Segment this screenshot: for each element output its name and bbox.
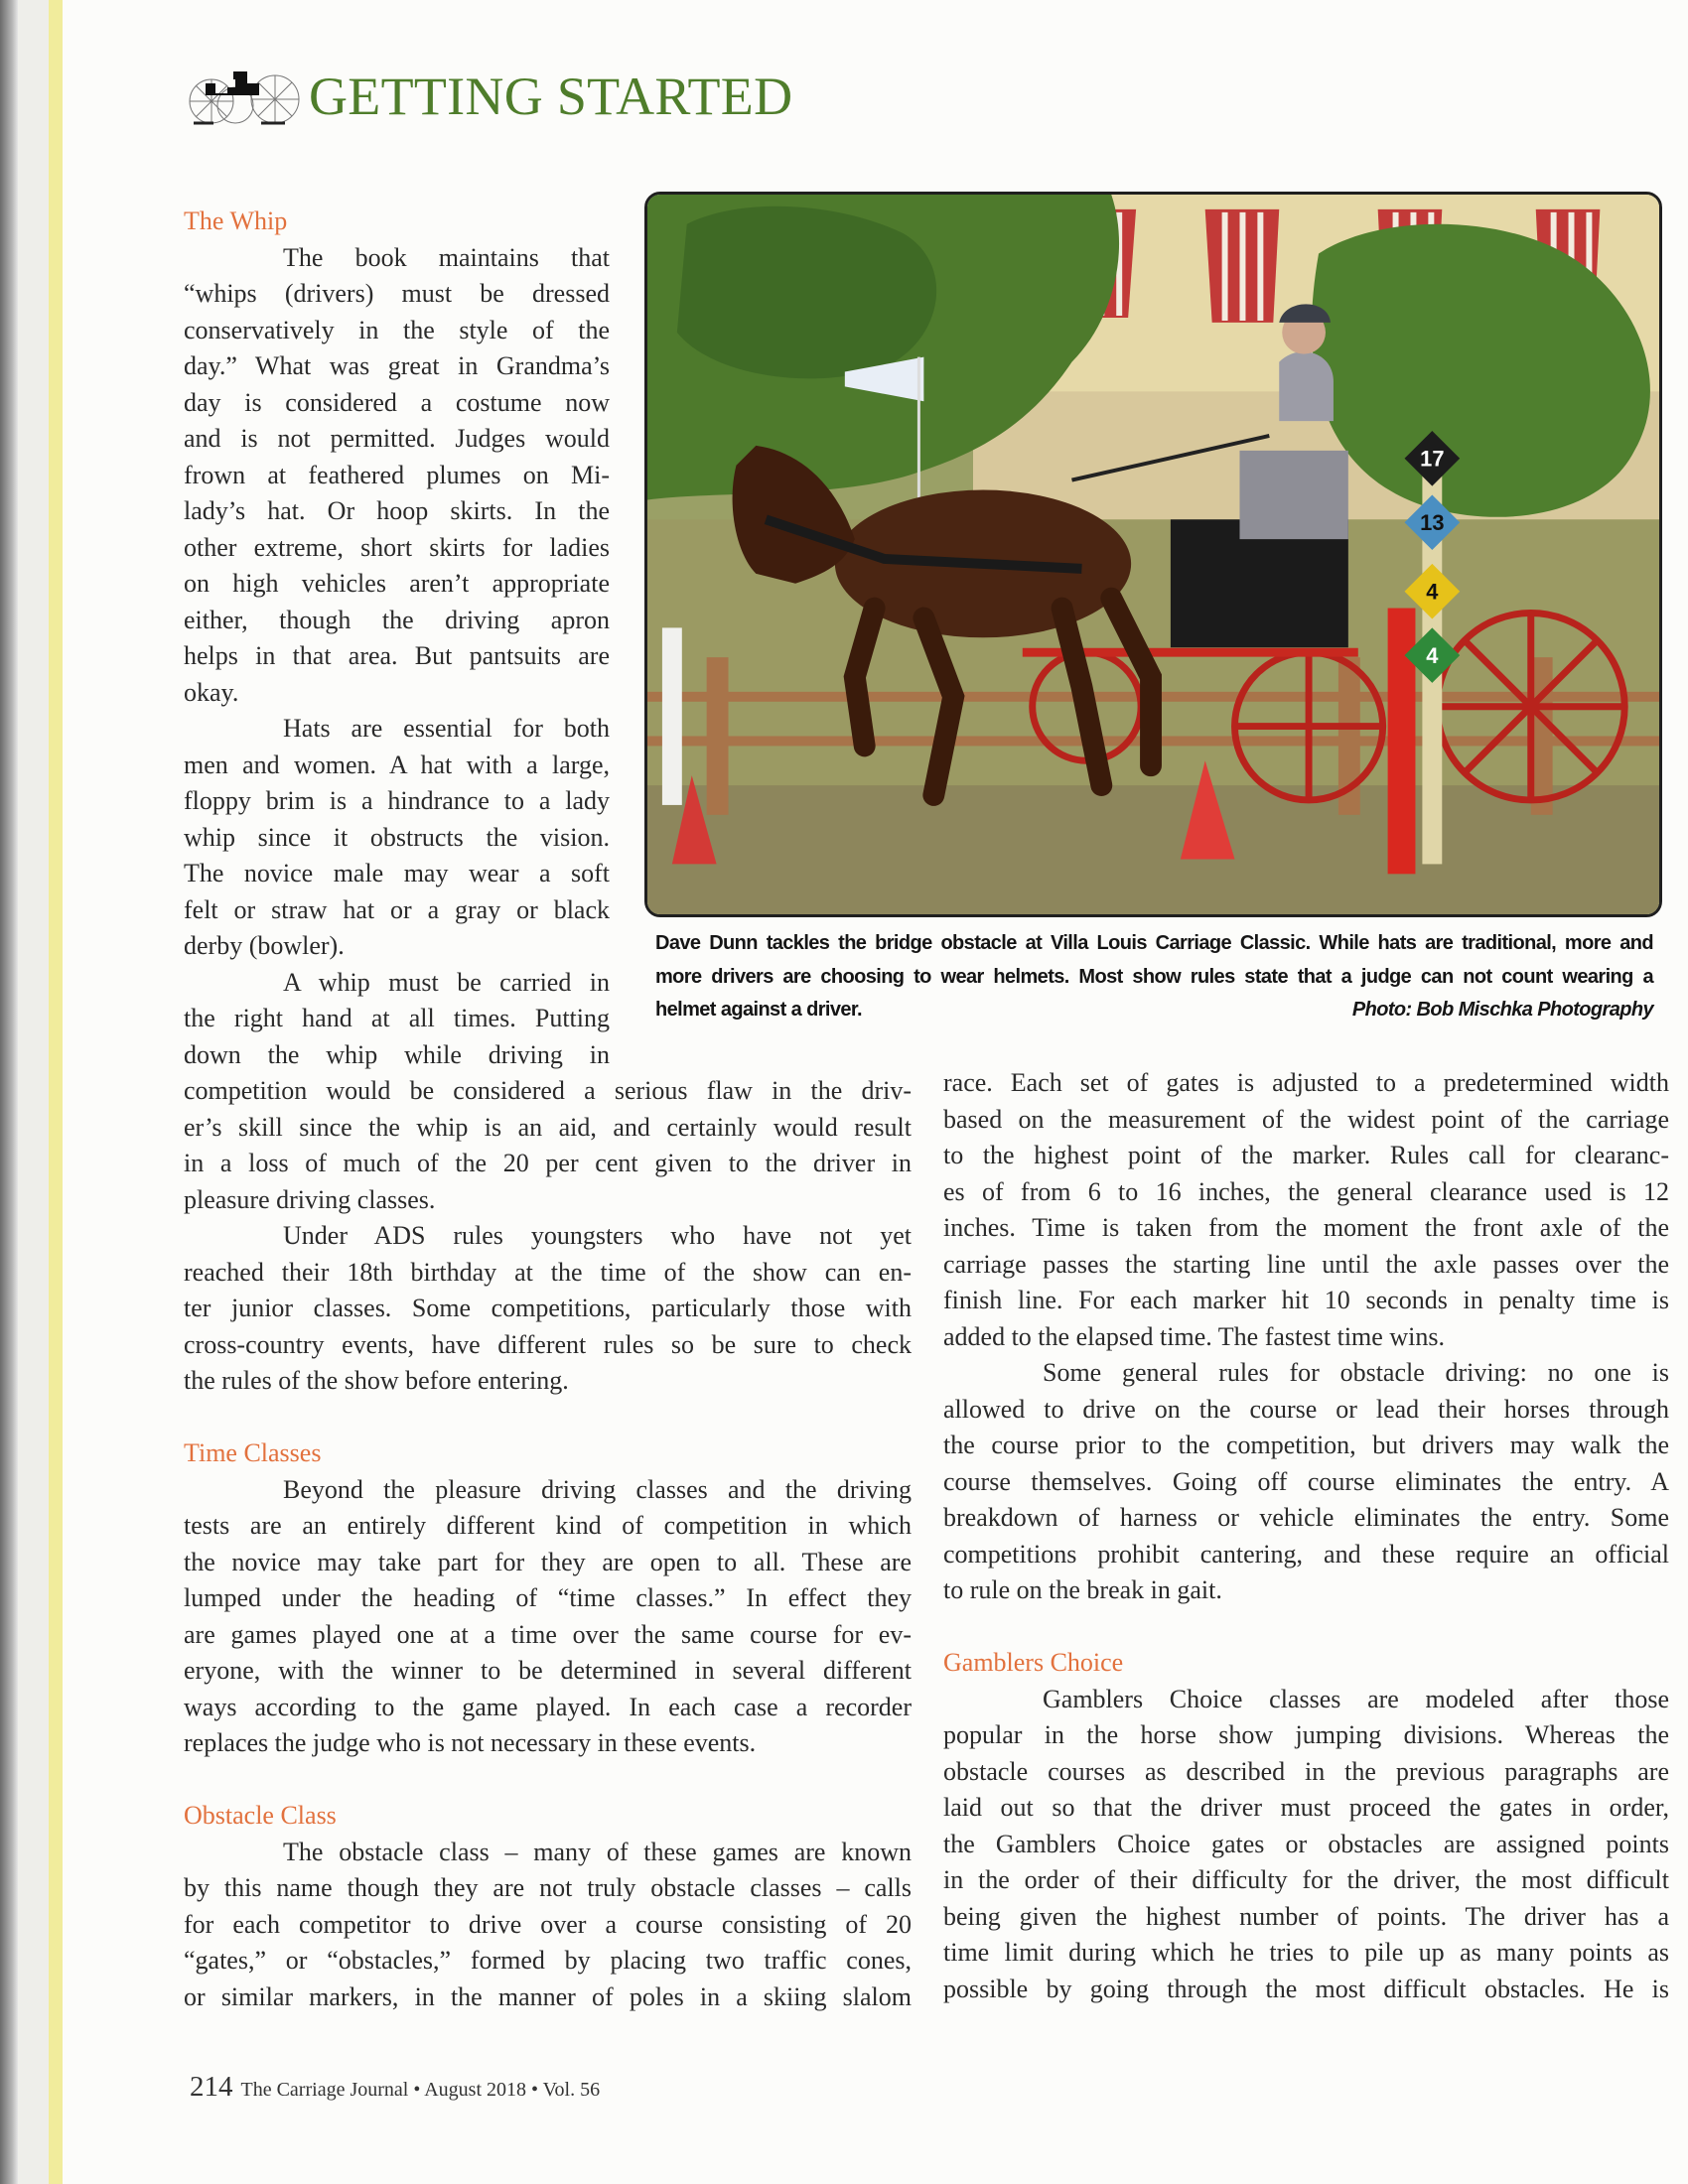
page-footer	[190, 2071, 600, 2104]
page-title: GETTING STARTED	[309, 67, 793, 126]
body-text-line: cross-country events, have different rules so be sure to check	[184, 1329, 912, 1359]
body-text-line: frown at feathered plumes on Mi-	[184, 460, 610, 489]
body-text-line: Gamblers Choice classes are modeled after those	[1043, 1684, 1669, 1713]
body-text-line: The novice male may wear a soft	[184, 859, 610, 887]
body-text-line: okay.	[184, 677, 239, 707]
page-edge-yellow-strip	[49, 0, 63, 2184]
body-text-line: and is not permitted. Judges would	[184, 424, 610, 453]
marker-label: 17	[1420, 446, 1445, 472]
body-text-line: ways according to the game played. In each case a recorder	[184, 1692, 912, 1721]
body-text-line: es of from 6 to 16 inches, the general clearance used is 12	[943, 1176, 1669, 1206]
body-text-line: for each competitor to drive over a course consisting of 20	[184, 1909, 912, 1939]
body-text-line: in the order of their difficulty for the driver, the most difficult	[943, 1865, 1669, 1894]
body-text-line: Hats are essential for both	[283, 714, 610, 743]
left-column	[184, 204, 912, 2015]
body-text-line: the course prior to the competition, but drivers may walk the	[943, 1431, 1669, 1459]
right-column	[943, 1065, 1669, 2007]
body-text-line: reached their 18th birthday at the time of the show can en-	[184, 1257, 912, 1287]
body-text-line: floppy brim is a hindrance to a lady	[184, 786, 610, 815]
body-text-line: by this name though they are not truly obstacle classes – calls	[184, 1873, 912, 1902]
body-text-line: helps in that area. But pantsuits are	[184, 641, 610, 670]
body-text-line: Some general rules for obstacle driving: no one is	[1043, 1358, 1669, 1387]
caption-line: Dave Dunn tackles the bridge obstacle at Villa Louis Carriage Classic. While hats are traditional, more and	[655, 932, 1653, 954]
marker-label: 13	[1420, 510, 1445, 536]
photo-credit: Photo: Bob Mischka Photography	[1351, 999, 1653, 1021]
marker-label: 4	[1426, 643, 1439, 669]
body-text-line: day.” What was great in Grandma’s	[184, 351, 610, 380]
body-text-line: based on the measurement of the widest point of the carriage	[943, 1104, 1669, 1134]
body-text-line: other extreme, short skirts for ladies	[184, 532, 610, 562]
caption-line: more drivers are choosing to wear helmets. Most show rules state that a judge can not count wearing a	[655, 965, 1653, 988]
body-text-line: carriage passes the starting line until the axle passes over the	[943, 1249, 1669, 1279]
body-text-line: either, though the driving apron	[184, 605, 610, 634]
body-text-line: obstacle courses as described in the previous paragraphs are	[943, 1756, 1669, 1786]
carriage-icon	[184, 68, 305, 125]
body-text-line: race. Each set of gates is adjusted to a predetermined width	[943, 1068, 1669, 1097]
body-text-line: allowed to drive on the course or lead their horses through	[943, 1394, 1669, 1424]
body-text-line: breakdown of harness or vehicle eliminates the entry. Some	[943, 1503, 1669, 1532]
body-text-line: inches. Time is taken from the moment the front axle of the	[943, 1213, 1669, 1242]
body-text-line: derby (bowler).	[184, 931, 345, 960]
body-text-line: Under ADS rules youngsters who have not yet	[283, 1221, 912, 1250]
body-text-line: the right hand at all times. Putting	[184, 1004, 610, 1032]
body-text-line: on high vehicles aren’t appropriate	[184, 569, 610, 598]
body-text-line: eryone, with the winner to be determined in several different	[184, 1656, 912, 1685]
body-text-line: The obstacle class – many of these games are known	[283, 1837, 912, 1866]
body-text-line: or similar markers, in the manner of poles in a skiing slalom	[184, 1981, 912, 2011]
body-text-line: Beyond the pleasure driving classes and the driving	[283, 1474, 912, 1504]
body-text-line: men and women. A hat with a large,	[184, 750, 610, 779]
body-text-line: replaces the judge who is not necessary in these events.	[184, 1728, 757, 1757]
section-heading: Obstacle Class	[184, 1801, 337, 1830]
marker-label: 4	[1426, 579, 1439, 605]
body-text-line: “gates,” or “obstacles,” formed by placing two traffic cones,	[184, 1946, 912, 1975]
body-text-line: competitions prohibit cantering, and these require an official	[943, 1539, 1669, 1569]
body-text-line: are games played one at a time over the same course for ev-	[184, 1619, 912, 1649]
page-edge	[18, 0, 49, 2184]
body-text-line: er’s skill since the whip is an aid, and certainly would result	[184, 1112, 912, 1142]
body-text-line: being given the highest number of points. The driver has a	[943, 1901, 1669, 1931]
body-text-line: to rule on the break in gait.	[943, 1575, 1222, 1604]
body-text-line: laid out so that the driver must proceed the gates in order,	[943, 1793, 1669, 1822]
blank-line	[184, 1762, 912, 1799]
body-text-line: whip since it obstructs the vision.	[184, 822, 610, 852]
publication-info: The Carriage Journal • August 2018 • Vol. 56	[240, 2079, 601, 2101]
body-text-line: in a loss of much of the 20 per cent given to the driver in	[184, 1149, 912, 1177]
body-text-line: added to the elapsed time. The fastest time wins.	[943, 1321, 1445, 1351]
body-text-line: competition would be considered a serious flaw in the driv-	[184, 1076, 912, 1105]
body-text-line: “whips (drivers) must be dressed	[184, 279, 610, 308]
body-text-line: conservatively in the style of the	[184, 315, 610, 344]
caption-text: helmet against a driver.	[655, 999, 862, 1021]
body-text-line: the novice may take part for they are open to all. These are	[184, 1547, 912, 1576]
body-text-line: the Gamblers Choice gates or obstacles are assigned points	[943, 1829, 1669, 1858]
body-text-line: down the whip while driving in	[184, 1039, 610, 1069]
section-heading: Time Classes	[184, 1438, 322, 1467]
section-heading: Gamblers Choice	[943, 1648, 1124, 1677]
body-text-line: day is considered a costume now	[184, 387, 610, 417]
page-edge-shadow	[0, 0, 18, 2184]
body-text-line: tests are an entirely different kind of competition in which	[184, 1511, 912, 1540]
body-text-line: popular in the horse show jumping divisions. Whereas the	[943, 1720, 1669, 1749]
body-text-line: possible by going through the most difficult obstacles. He is	[943, 1974, 1669, 2003]
body-text-line: ter junior classes. Some competitions, particularly those with	[184, 1294, 912, 1322]
body-text-line: course themselves. Going off course eliminates the entry. A	[943, 1466, 1669, 1496]
body-text-line: A whip must be carried in	[283, 967, 610, 997]
body-text-line: to the highest point of the marker. Rules call for clearanc-	[943, 1141, 1669, 1169]
body-text-line: the rules of the show before entering.	[184, 1366, 569, 1395]
blank-line	[943, 1609, 1669, 1646]
page-number: 214	[190, 2071, 233, 2103]
section-header	[184, 62, 792, 131]
body-text-line: pleasure driving classes.	[184, 1184, 436, 1214]
body-text-line: lumped under the heading of “time classes.” In effect they	[184, 1583, 912, 1612]
section-heading: The Whip	[184, 206, 288, 235]
body-text-line: finish line. For each marker hit 10 seconds in penalty time is	[943, 1286, 1669, 1314]
body-text-line: time limit during which he tries to pile up as many points as	[943, 1938, 1669, 1967]
body-text-line: lady’s hat. Or hoop skirts. In the	[184, 496, 610, 525]
body-text-line: The book maintains that	[283, 242, 610, 272]
blank-line	[184, 1400, 912, 1436]
body-text-line: felt or straw hat or a gray or black	[184, 894, 610, 924]
